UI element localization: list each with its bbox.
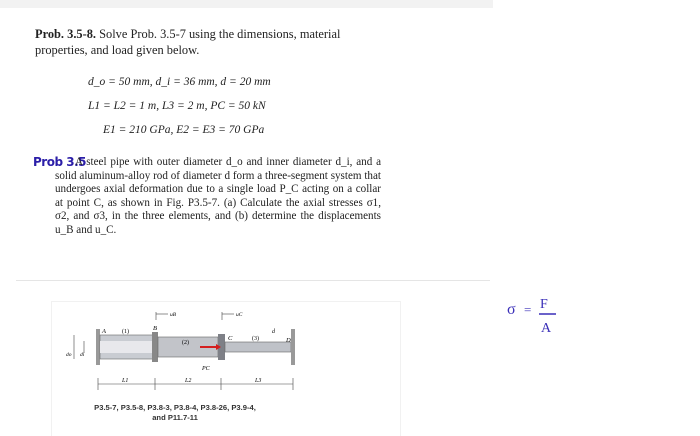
rod-segment-3	[225, 342, 291, 352]
label-seg3: (3)	[252, 336, 259, 342]
label-di: di	[80, 352, 85, 358]
given-line-2: L1 = L2 = 1 m, L3 = 2 m, PC = 50 kN	[88, 100, 266, 112]
label-seg1: (1)	[122, 329, 129, 335]
figure-caption	[75, 403, 275, 423]
label-a: A	[102, 328, 106, 335]
label-d: D	[286, 337, 291, 344]
caption-line-1: P3.5-7, P3.5-8, P3.8-3, P3.8-4, P3.8-26, P3.9-4,	[94, 403, 256, 412]
formula-denominator: A	[541, 321, 552, 336]
label-d-dia: d	[272, 329, 275, 335]
handwritten-scribble: Prob 3.5	[33, 155, 86, 169]
caption-line-2: and P11.7-11	[152, 413, 198, 422]
label-pc: PC	[202, 366, 210, 372]
label-c: C	[228, 335, 233, 342]
pipe-bore	[100, 341, 154, 353]
pipe-rod-diagram	[52, 302, 400, 402]
label-uc: uC	[236, 312, 243, 318]
problem-statement	[35, 26, 395, 58]
given-line-1: d_o = 50 mm, d_i = 36 mm, d = 20 mm	[88, 76, 271, 88]
reference-text	[55, 156, 381, 237]
handwritten-formula	[507, 288, 567, 362]
given-line-3: E1 = 210 GPa, E2 = E3 = 70 GPa	[103, 124, 265, 136]
label-l2: L2	[185, 378, 192, 384]
label-l1: L1	[122, 378, 129, 384]
reference-body: A steel pipe with outer diameter d_o and inner diameter d_i, and a solid aluminum-alloy rod of diameter d form a three-segment system that undergoes axial deformation due to a single load P_C acting on a collar at point C, as shown in Fig. P3.5-7. (a) Calculate the axial stresses σ1, σ2, and σ3, in the three elements, and (b) determine the displacements u_B and u_C.	[55, 156, 381, 236]
formula-numerator: F	[540, 297, 548, 312]
label-seg2: (2)	[182, 340, 189, 346]
formula-equals: =	[524, 302, 532, 317]
label-b: B	[153, 325, 157, 332]
problem-label: Prob. 3.5-8.	[35, 27, 97, 41]
label-do: do	[66, 352, 72, 358]
top-strip	[0, 0, 493, 8]
formula-sketch	[507, 288, 567, 358]
problem-text: Solve Prob. 3.5-7 using the dimensions, material properties, and load given below.	[35, 27, 341, 57]
wall-right	[291, 329, 295, 365]
formula-sigma: σ	[507, 301, 516, 318]
label-ub: uB	[170, 312, 177, 318]
wall-left	[96, 329, 100, 365]
flange-b	[152, 332, 158, 362]
label-l3: L3	[255, 378, 262, 384]
